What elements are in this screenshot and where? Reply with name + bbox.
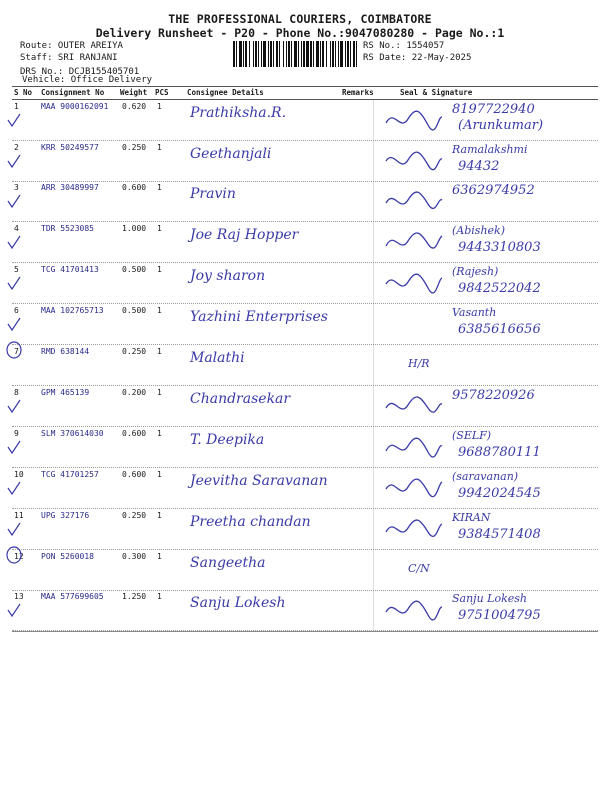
table-row <box>12 141 598 182</box>
consignee-name: Jeevitha Saravanan <box>190 473 328 489</box>
consignment-number: PON 5260018 <box>41 552 94 561</box>
weight-value: 0.250 <box>122 143 147 152</box>
consignment-number: MAA 577699605 <box>41 592 104 601</box>
consignee-name: Prathiksha.R. <box>190 105 287 121</box>
serial-number: 8 <box>14 388 19 397</box>
col-pcs: PCS <box>155 88 169 97</box>
barcode-bar <box>345 41 346 67</box>
table-row <box>12 550 598 591</box>
signature-phone: 9688780111 <box>458 445 541 460</box>
serial-number: 2 <box>14 143 19 152</box>
barcode-bar <box>326 41 327 67</box>
weight-value: 0.250 <box>122 511 147 520</box>
signature-phone: 9942024545 <box>458 486 541 501</box>
signature-note: Ramalakshmi <box>452 143 528 156</box>
signature-scribble <box>384 392 444 420</box>
pieces-count: 1 <box>157 306 162 315</box>
serial-number: 13 <box>14 592 24 601</box>
table-row <box>12 181 598 222</box>
consignee-name: Sangeetha <box>190 555 266 571</box>
consignee-name: Geethanjali <box>190 146 272 162</box>
barcode-bar <box>306 41 309 67</box>
signature-note: (SELF) <box>452 429 492 442</box>
consignee-name: Sanju Lokesh <box>190 595 286 611</box>
consignee-name: Joy sharon <box>190 268 266 284</box>
weight-value: 0.300 <box>122 552 147 561</box>
col-seal-signature: Seal & Signature <box>400 88 473 97</box>
col-consignee: Consignee Details <box>187 88 264 97</box>
consignment-number: ARR 30489997 <box>41 183 99 192</box>
consignment-number: TDR 5523085 <box>41 224 94 233</box>
pieces-count: 1 <box>157 102 162 111</box>
consignment-number: TCG 41701257 <box>41 470 99 479</box>
barcode-bar <box>320 41 321 67</box>
signature-phone: 94432 <box>458 159 500 174</box>
table-row <box>12 304 598 345</box>
consignment-number: GPM 465139 <box>41 388 90 397</box>
barcode-bar <box>313 41 314 67</box>
barcode-bar <box>335 41 336 67</box>
signature-note: H/R <box>408 357 430 370</box>
signature-phone: 9751004795 <box>458 608 541 623</box>
weight-value: 0.600 <box>122 470 147 479</box>
barcode-bar <box>286 41 287 67</box>
vehicle-text: Vehicle: Office Delivery <box>22 75 153 85</box>
barcode-bar <box>245 41 247 67</box>
signature-scribble <box>384 269 444 297</box>
signature-scribble <box>384 474 444 502</box>
rs-block <box>363 40 471 64</box>
col-consignment: Consignment No <box>41 88 105 97</box>
barcode-bar <box>332 41 334 67</box>
check-mark-icon <box>6 193 22 211</box>
serial-number: 9 <box>14 429 19 438</box>
barcode-bar <box>261 41 262 67</box>
check-mark-icon <box>6 439 22 457</box>
consignment-number: MAA 9000162091 <box>41 102 109 111</box>
barcode-bar <box>301 41 302 67</box>
barcode-graphic <box>233 41 359 67</box>
pieces-count: 1 <box>157 388 162 397</box>
barcode-bar <box>276 41 278 67</box>
pieces-count: 1 <box>157 224 162 233</box>
table-end-rule <box>12 631 598 632</box>
consignee-name: T. Deepika <box>190 432 265 448</box>
barcode-bar <box>283 41 284 67</box>
barcode-bar <box>353 41 355 67</box>
col-sno: S No <box>14 88 33 97</box>
barcode-bar <box>239 41 242 67</box>
barcode-bar <box>330 41 331 67</box>
serial-number: 11 <box>14 511 24 520</box>
barcode-bar <box>263 41 266 67</box>
weight-value: 0.250 <box>122 347 147 356</box>
barcode-bar <box>338 41 339 67</box>
check-mark-icon <box>6 234 22 252</box>
pieces-count: 1 <box>157 429 162 438</box>
weight-value: 1.000 <box>122 224 147 233</box>
signature-note: Vasanth <box>452 306 497 319</box>
consignment-number: UPG 327176 <box>41 511 90 520</box>
serial-number: 4 <box>14 224 19 233</box>
check-mark-icon <box>6 275 22 293</box>
table-row <box>12 263 598 304</box>
table-row <box>12 222 598 263</box>
barcode-bar <box>340 41 343 67</box>
barcode-bar <box>288 41 290 67</box>
serial-number: 5 <box>14 265 19 274</box>
consignment-number: KRR 50249577 <box>41 143 99 152</box>
barcode-bar <box>268 41 269 67</box>
consignee-name: Joe Raj Hopper <box>190 227 299 243</box>
signature-scribble <box>384 187 444 215</box>
table-row <box>12 386 598 427</box>
signature-phone: 9384571408 <box>458 527 541 542</box>
barcode-bar <box>310 41 312 67</box>
barcode-bar <box>236 41 237 67</box>
signature-scribble <box>384 515 444 543</box>
signature-phone: 9443310803 <box>458 240 541 255</box>
pieces-count: 1 <box>157 143 162 152</box>
signature-note: C/N <box>408 562 430 575</box>
signature-note: 8197722940 <box>452 102 535 117</box>
company-title: THE PROFESSIONAL COURIERS, COIMBATORE <box>168 12 432 26</box>
signature-phone: 9842522042 <box>458 281 541 296</box>
weight-value: 0.200 <box>122 388 147 397</box>
signature-scribble <box>384 106 444 134</box>
barcode-bar <box>303 41 305 67</box>
circle-mark-icon <box>6 341 22 359</box>
table-row <box>12 100 598 141</box>
barcode-bar <box>258 41 259 67</box>
barcode-bar <box>350 41 351 67</box>
weight-value: 0.600 <box>122 183 147 192</box>
signature-note: (saravanan) <box>452 470 519 483</box>
consignment-number: MAA 102765713 <box>41 306 104 315</box>
col-weight: Weight <box>120 88 148 97</box>
header-top-rule <box>12 86 598 87</box>
check-mark-icon <box>6 153 22 171</box>
barcode-bar <box>356 41 357 67</box>
barcode-bar <box>347 41 349 67</box>
pieces-count: 1 <box>157 552 162 561</box>
check-mark-icon <box>6 480 22 498</box>
signature-scribble <box>384 147 444 175</box>
pieces-count: 1 <box>157 183 162 192</box>
check-mark-icon <box>6 112 22 130</box>
barcode-bar <box>243 41 244 67</box>
barcode-bar <box>279 41 280 67</box>
signature-scribble <box>384 228 444 256</box>
signature-note: (Abishek) <box>452 224 505 237</box>
barcode-bar <box>316 41 319 67</box>
serial-number: 7 <box>14 347 19 356</box>
consignee-name: Chandrasekar <box>190 391 291 407</box>
circle-mark-icon <box>6 546 22 564</box>
consignee-name: Malathi <box>190 350 245 366</box>
signature-scribble <box>384 433 444 461</box>
rs-number: RS No.: 1554057 <box>363 41 445 51</box>
check-mark-icon <box>6 398 22 416</box>
rs-date: RS Date: 22-May-2025 <box>363 53 472 63</box>
runsheet-subtitle: Delivery Runsheet - P20 - Phone No.:9047080280 - Page No.:1 <box>95 26 505 40</box>
drs-text: DRS No.: DCJB155405701 <box>20 67 140 77</box>
table-row <box>12 509 598 550</box>
col-remarks: Remarks <box>342 88 374 97</box>
serial-number: 10 <box>14 470 24 479</box>
consignee-name: Pravin <box>190 186 236 202</box>
check-mark-icon <box>6 521 22 539</box>
serial-number: 3 <box>14 183 19 192</box>
check-mark-icon <box>6 602 22 620</box>
signature-phone: 6385616656 <box>458 322 541 337</box>
signature-note: (Rajesh) <box>452 265 499 278</box>
signature-note: 9578220926 <box>452 388 535 403</box>
pieces-count: 1 <box>157 592 162 601</box>
serial-number: 12 <box>14 552 24 561</box>
consignee-name: Yazhini Enterprises <box>190 309 328 325</box>
consignment-number: TCG 41701413 <box>41 265 99 274</box>
barcode-bar <box>298 41 299 67</box>
pieces-count: 1 <box>157 470 162 479</box>
table-row <box>12 345 598 386</box>
serial-number: 1 <box>14 102 19 111</box>
signature-note: KIRAN <box>452 511 491 524</box>
barcode-bar <box>273 41 274 67</box>
barcode-bar <box>253 41 254 67</box>
table-row <box>12 590 598 631</box>
barcode-bar <box>233 41 235 67</box>
table-row <box>12 468 598 509</box>
barcode-bar <box>294 41 297 67</box>
signature-scribble <box>384 596 444 624</box>
consignee-name: Preetha chandan <box>190 514 311 530</box>
weight-value: 0.500 <box>122 265 147 274</box>
weight-value: 0.500 <box>122 306 147 315</box>
barcode-bar <box>270 41 272 67</box>
signature-phone: (Arunkumar) <box>458 118 544 133</box>
route-text: Route: OUTER AREIYA <box>20 41 123 51</box>
consignment-number: SLM 370614030 <box>41 429 104 438</box>
table-row <box>12 427 598 468</box>
barcode-bar <box>322 41 324 67</box>
staff-text: Staff: SRI RANJANI <box>20 53 118 63</box>
signature-note: 6362974952 <box>452 183 535 198</box>
barcode-bar <box>291 41 292 67</box>
route-staff-block <box>20 40 139 78</box>
weight-value: 1.250 <box>122 592 147 601</box>
barcode-bar <box>255 41 257 67</box>
consignment-number: RMD 638144 <box>41 347 90 356</box>
pieces-count: 1 <box>157 347 162 356</box>
weight-value: 0.620 <box>122 102 147 111</box>
weight-value: 0.600 <box>122 429 147 438</box>
barcode-bar <box>249 41 250 67</box>
check-mark-icon <box>6 316 22 334</box>
pieces-count: 1 <box>157 265 162 274</box>
serial-number: 6 <box>14 306 19 315</box>
pieces-count: 1 <box>157 511 162 520</box>
signature-note: Sanju Lokesh <box>452 592 528 605</box>
